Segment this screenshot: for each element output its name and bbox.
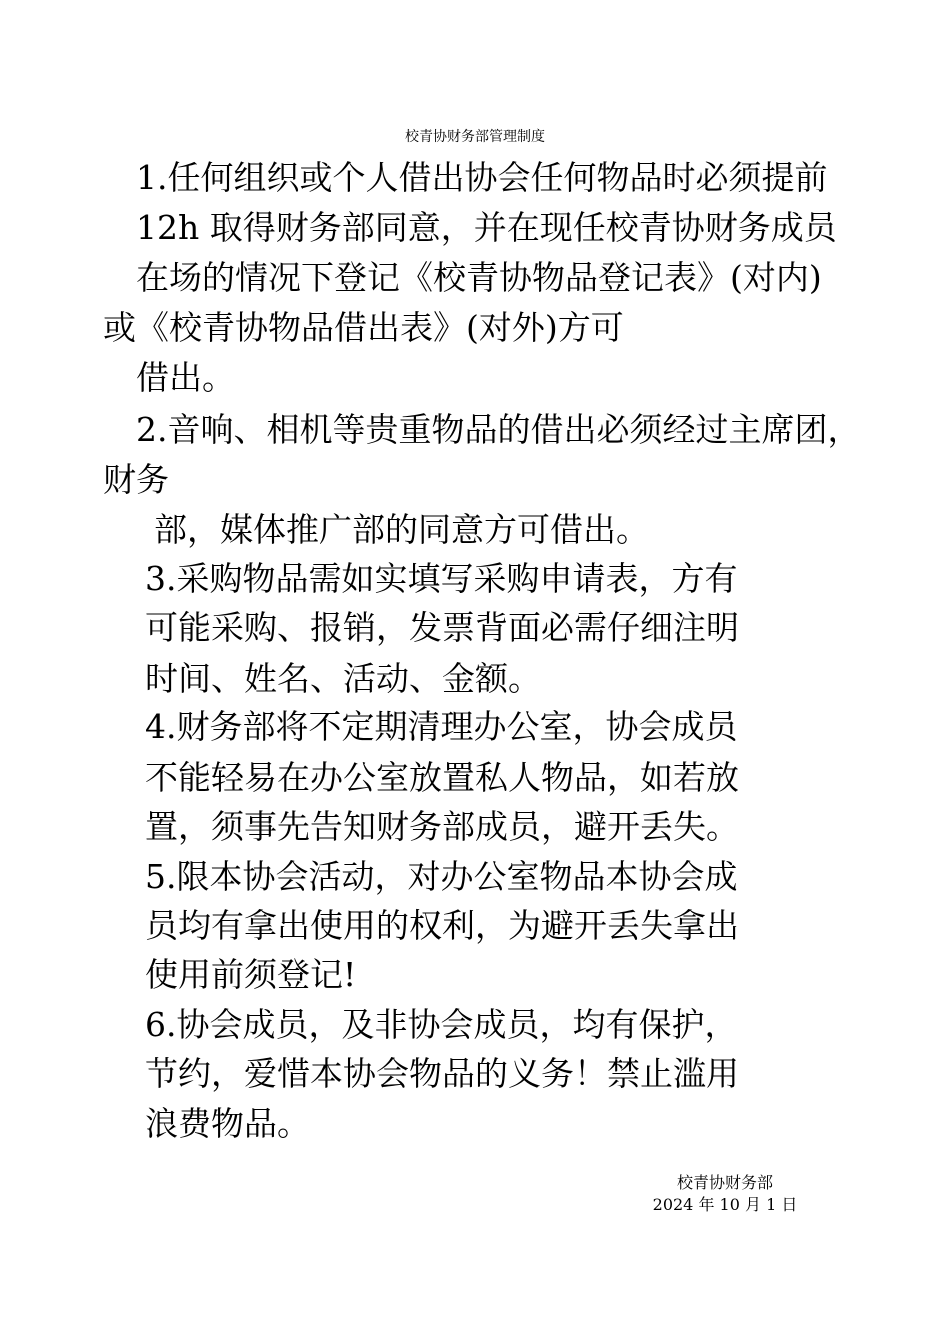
body-line: 节约，爱惜本协会物品的义务！禁止滥用	[145, 1054, 739, 1093]
signature-department: 校青协财务部	[676, 1173, 773, 1192]
body-line: 浪费物品。	[145, 1104, 310, 1143]
body-line: 或《校青协物品借出表》(对外)方可	[103, 308, 624, 347]
body-line: 12h 取得财务部同意，并在现任校青协财务成员	[136, 208, 837, 247]
body-line: 4.财务部将不定期清理办公室，协会成员	[145, 707, 738, 746]
body-line: 使用前须登记!	[145, 955, 357, 994]
signature-date: 2024 年 10 月 1 日	[652, 1195, 798, 1214]
body-line: 置，须事先告知财务部成员，避开丢失。	[145, 807, 739, 846]
body-line: 不能轻易在办公室放置私人物品，如若放	[145, 758, 739, 797]
body-line: 可能采购、报销，发票背面必需仔细注明	[145, 608, 739, 647]
document-title: 校青协财务部管理制度	[405, 129, 545, 145]
body-line: 5.限本协会活动，对办公室物品本协会成	[145, 857, 738, 896]
body-line: 1.任何组织或个人借出协会任何物品时必须提前	[136, 158, 828, 197]
body-line: 在场的情况下登记《校青协物品登记表》(对内)	[136, 258, 822, 297]
body-line: 2.音响、相机等贵重物品的借出必须经过主席团，	[136, 410, 861, 449]
body-line: 部，媒体推广部的同意方可借出。	[154, 510, 649, 549]
body-line: 时间、姓名、活动、金额。	[145, 659, 541, 698]
body-line: 借出。	[136, 358, 235, 397]
body-line: 财务	[103, 460, 169, 499]
body-line: 6.协会成员，及非协会成员，均有保护，	[145, 1005, 738, 1044]
signature-block	[600, 1172, 850, 1216]
body-line: 3.采购物品需如实填写采购申请表，方有	[145, 559, 738, 598]
body-line: 员均有拿出使用的权利，为避开丢失拿出	[145, 906, 739, 945]
